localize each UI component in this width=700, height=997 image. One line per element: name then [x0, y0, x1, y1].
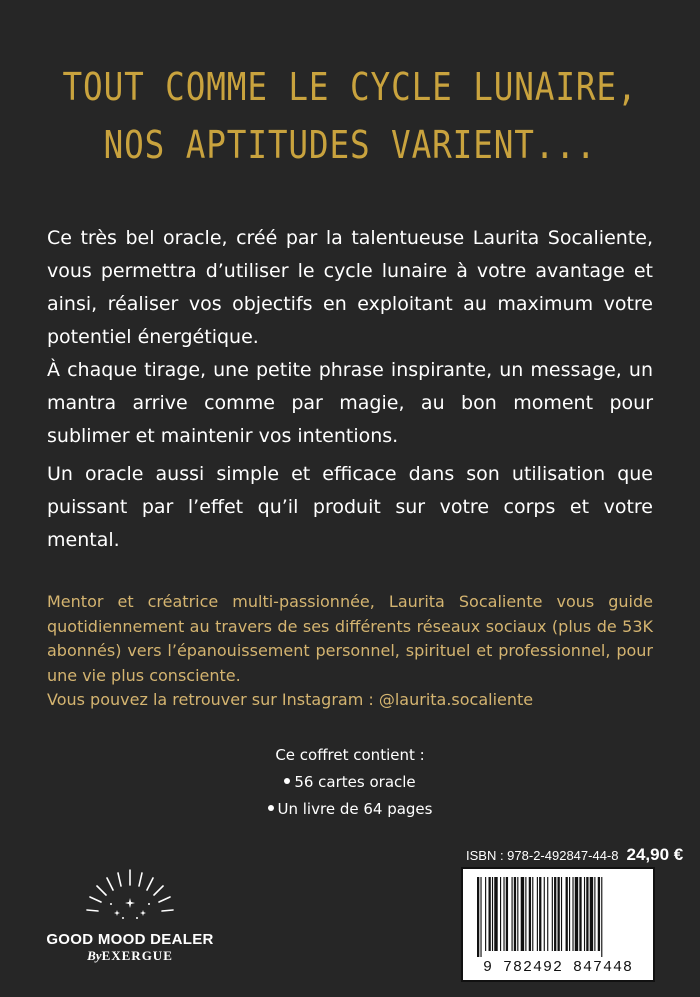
- author-bio: [47, 590, 653, 713]
- author-instagram: Vous pouvez la retrouver sur Instagram : @laurita.socaliente: [47, 690, 534, 709]
- box-contents-heading: Ce coffret contient :: [275, 746, 425, 764]
- isbn-price-row: [466, 845, 683, 865]
- publisher-by: By: [87, 948, 102, 963]
- title-line-2: NOS APTITUDES VARIENT...: [103, 123, 597, 167]
- box-contents-item-label: 56 cartes oracle: [294, 773, 416, 791]
- cover-title: [49, 58, 651, 174]
- bullet-icon: [284, 778, 290, 784]
- bullet-icon: [268, 805, 274, 811]
- box-contents: [0, 742, 700, 823]
- sunburst-icon: [35, 860, 225, 930]
- box-contents-item: [0, 796, 700, 823]
- publisher-imprint-line: [35, 948, 225, 964]
- publisher-name: GOOD MOOD DEALER: [46, 931, 214, 948]
- box-contents-item: [0, 769, 700, 796]
- barcode: [461, 867, 655, 982]
- publisher-imprint: EXERGUE: [101, 948, 173, 963]
- description-paragraph-1: Ce très bel oracle, créé par la talentueuse Laurita Socaliente, vous permettra d’utiliser le cycle lunaire à votre avantage et ainsi, réaliser vos objectifs en exploitant au maximum votre potentiel énergétique.: [47, 227, 653, 348]
- description-paragraph-2: À chaque tirage, une petite phrase inspirante, un message, un mantra arrive comme par magie, au bon moment pour sublimer et maintenir vos intentions.: [47, 359, 653, 447]
- barcode-number: 9 782492 847448: [482, 959, 634, 976]
- isbn: ISBN : 978-2-492847-44-8: [466, 848, 619, 863]
- box-contents-item-label: Un livre de 64 pages: [277, 800, 433, 818]
- price: 24,90 €: [626, 845, 684, 864]
- author-bio-text: Mentor et créatrice multi-passionnée, Laurita Socaliente vous guide quotidiennement au travers de ses différents réseaux sociaux (plus de 53K abonnés) vers l’épanouissement personnel, spirituel et professionnel, pour une vie plus consciente.: [47, 592, 653, 685]
- description-paragraph-3: Un oracle aussi simple et efficace dans son utilisation que puissant par l’effet qu’il produit sur votre corps et votre mental.: [47, 463, 653, 551]
- publisher-logo: [35, 860, 225, 985]
- title-line-1: TOUT COMME LE CYCLE LUNAIRE,: [62, 65, 638, 109]
- barcode-bars: [477, 877, 643, 957]
